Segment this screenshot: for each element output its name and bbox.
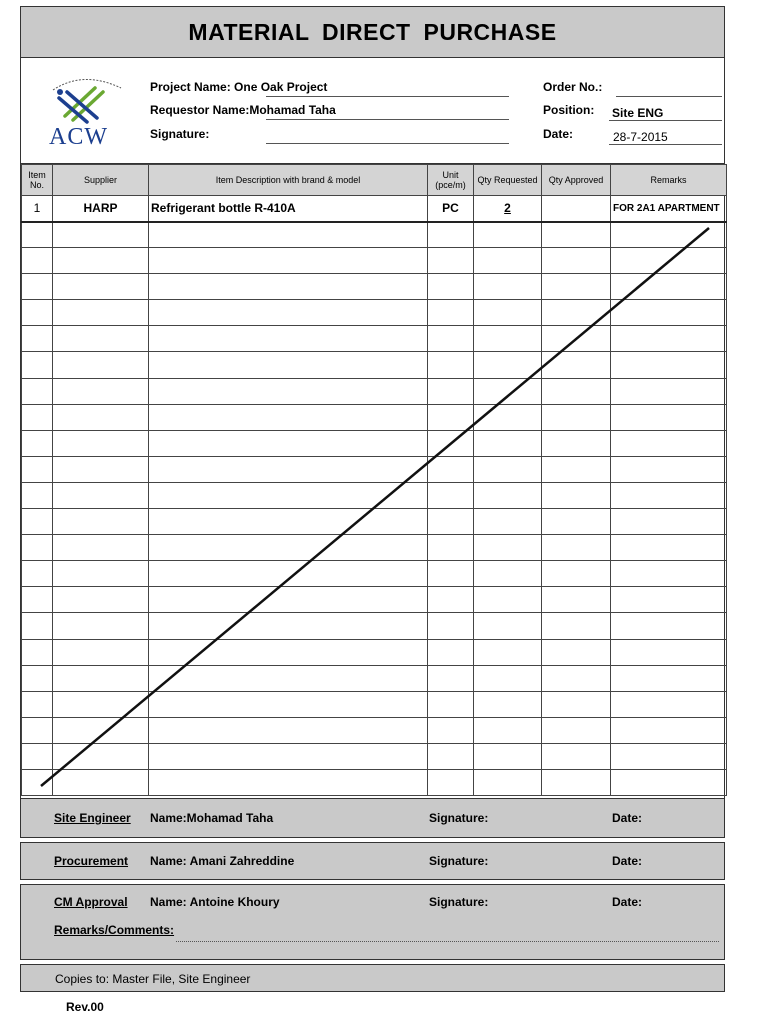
empty-cell[interactable] [428,456,474,482]
empty-cell[interactable] [474,482,542,508]
empty-cell[interactable] [611,378,727,404]
empty-cell[interactable] [22,352,53,378]
remarks-comments-label: Remarks/Comments: [54,923,175,937]
empty-cell[interactable] [22,326,53,352]
empty-cell[interactable] [428,691,474,717]
empty-cell[interactable] [428,248,474,274]
empty-cell[interactable] [428,613,474,639]
table-row [22,196,727,222]
empty-cell[interactable] [611,743,727,769]
empty-cell[interactable] [22,248,53,274]
remarks-comments-line[interactable] [176,941,719,942]
empty-cell[interactable] [474,378,542,404]
empty-cell[interactable] [428,404,474,430]
empty-cell[interactable] [22,404,53,430]
empty-cell[interactable] [474,404,542,430]
project-name-value: One Oak Project [234,80,328,94]
empty-cell[interactable] [149,404,428,430]
empty-cell[interactable] [474,743,542,769]
empty-cell[interactable] [542,456,611,482]
empty-cell[interactable] [53,769,149,795]
empty-cell[interactable] [428,222,474,248]
items-table [21,164,727,796]
empty-cell[interactable] [474,535,542,561]
procurement-name: Name: Amani Zahreddine [150,854,295,868]
empty-cell[interactable] [474,769,542,795]
empty-cell[interactable] [149,352,428,378]
empty-cell[interactable] [53,274,149,300]
col-supplier: Supplier [53,165,149,196]
position-label: Position: [543,103,595,117]
empty-cell[interactable] [542,248,611,274]
empty-cell[interactable] [611,717,727,743]
col-unit: Unit (pce/m) [428,165,474,196]
empty-cell[interactable] [611,769,727,795]
empty-cell[interactable] [611,665,727,691]
empty-cell[interactable] [474,665,542,691]
copies-text: Copies to: Master File, Site Engineer [55,972,251,986]
empty-cell[interactable] [53,482,149,508]
empty-cell[interactable] [611,404,727,430]
position-value: Site ENG [612,106,664,120]
requestor-name-value: Mohamad Taha [249,103,336,117]
empty-cell[interactable] [611,430,727,456]
empty-cell[interactable] [474,561,542,587]
cell-item-no[interactable]: 1 [22,196,53,222]
form-title: MATERIAL DIRECT PURCHASE [188,18,557,45]
empty-cell[interactable] [542,378,611,404]
empty-cell[interactable] [22,743,53,769]
cm-approval-signature: Signature: [429,895,489,909]
table-row-empty [22,691,727,717]
empty-cell[interactable] [428,300,474,326]
cell-qty-requested[interactable]: 2 [474,196,542,222]
empty-cell[interactable] [428,352,474,378]
col-item-no: Item No. [22,165,53,196]
procurement-section [20,842,725,880]
empty-cell[interactable] [149,769,428,795]
empty-cell[interactable] [474,222,542,248]
empty-cell[interactable] [474,509,542,535]
table-row-empty [22,300,727,326]
signature-label: Signature: [150,127,210,141]
empty-cell[interactable] [474,274,542,300]
procurement-signature: Signature: [429,854,489,868]
empty-cell[interactable] [611,248,727,274]
empty-cell[interactable] [53,456,149,482]
empty-cell[interactable] [428,535,474,561]
table-header-row [22,165,727,196]
signature-line[interactable] [266,143,509,144]
acw-logo [43,68,133,148]
table-row-empty [22,248,727,274]
empty-cell[interactable] [149,691,428,717]
date-line [609,144,722,145]
empty-cell[interactable] [474,430,542,456]
empty-cell[interactable] [149,639,428,665]
site-engineer-name: Name:Mohamad Taha [150,811,274,825]
empty-cell[interactable] [53,535,149,561]
empty-cell[interactable] [22,482,53,508]
logo-text: ACW [49,124,108,150]
empty-cell[interactable] [149,274,428,300]
requestor-name-label: Requestor Name:Mohamad Taha [150,103,336,117]
empty-cell[interactable] [428,482,474,508]
empty-cell[interactable] [474,717,542,743]
revision-label: Rev.00 [66,1000,104,1014]
empty-cell[interactable] [611,691,727,717]
empty-cell[interactable] [53,665,149,691]
empty-cell[interactable] [22,691,53,717]
empty-cell[interactable] [428,326,474,352]
empty-cell[interactable] [22,430,53,456]
position-line [609,120,722,121]
site-engineer-signature: Signature: [429,811,489,825]
empty-cell[interactable] [542,691,611,717]
empty-cell[interactable] [53,326,149,352]
empty-cell[interactable] [542,743,611,769]
empty-cell[interactable] [149,665,428,691]
empty-cell[interactable] [542,482,611,508]
empty-cell[interactable] [542,639,611,665]
table-row-empty [22,222,727,248]
empty-cell[interactable] [53,352,149,378]
cm-approval-section [20,884,725,960]
empty-cell[interactable] [53,300,149,326]
table-row-empty [22,561,727,587]
table-row-empty [22,717,727,743]
empty-cell[interactable] [22,639,53,665]
empty-cell[interactable] [542,613,611,639]
empty-cell[interactable] [474,587,542,613]
empty-cell[interactable] [428,561,474,587]
empty-cell[interactable] [611,613,727,639]
empty-cell[interactable] [53,430,149,456]
table-row-empty [22,769,727,795]
cm-approval-date: Date: [612,895,643,909]
table-row-empty [22,326,727,352]
empty-cell[interactable] [53,587,149,613]
form-title-bar [20,6,725,58]
empty-cell[interactable] [53,404,149,430]
empty-cell[interactable] [474,300,542,326]
empty-cell[interactable] [149,326,428,352]
empty-cell[interactable] [53,509,149,535]
empty-cell[interactable] [149,248,428,274]
empty-cell[interactable] [474,691,542,717]
empty-cell[interactable] [53,743,149,769]
empty-cell[interactable] [542,430,611,456]
empty-cell[interactable] [611,561,727,587]
empty-cell[interactable] [53,561,149,587]
empty-cell[interactable] [428,717,474,743]
empty-cell[interactable] [428,743,474,769]
empty-cell[interactable] [428,587,474,613]
empty-cell[interactable] [542,587,611,613]
date-label: Date: [543,127,574,141]
site-engineer-date: Date: [612,811,643,825]
empty-cell[interactable] [149,561,428,587]
cell-qty-approved[interactable] [542,196,611,222]
col-description: Item Description with brand & model [149,165,428,196]
empty-cell[interactable] [428,509,474,535]
cell-supplier[interactable]: HARP [53,196,149,222]
empty-cell[interactable] [149,300,428,326]
empty-cell[interactable] [149,509,428,535]
empty-cell[interactable] [22,665,53,691]
cell-unit[interactable]: PC [428,196,474,222]
table-row-empty [22,639,727,665]
empty-cell[interactable] [611,274,727,300]
empty-cell[interactable] [542,326,611,352]
empty-cell[interactable] [22,456,53,482]
empty-cell[interactable] [22,535,53,561]
empty-cell[interactable] [474,352,542,378]
table-row-empty [22,509,727,535]
empty-cell[interactable] [611,639,727,665]
empty-cell[interactable] [542,352,611,378]
table-row-empty [22,665,727,691]
empty-cell[interactable] [542,561,611,587]
empty-cell[interactable] [149,378,428,404]
empty-cell[interactable] [611,535,727,561]
empty-cell[interactable] [474,613,542,639]
table-row-empty [22,743,727,769]
empty-cell[interactable] [53,222,149,248]
table-row-empty [22,482,727,508]
empty-cell[interactable] [428,274,474,300]
empty-cell[interactable] [428,769,474,795]
empty-cell[interactable] [428,639,474,665]
empty-cell[interactable] [611,352,727,378]
empty-cell[interactable] [428,378,474,404]
empty-cell[interactable] [149,456,428,482]
table-row-empty [22,587,727,613]
procurement-role: Procurement [54,854,129,868]
header-section [20,57,725,165]
table-row-empty [22,404,727,430]
empty-cell[interactable] [611,456,727,482]
empty-cell[interactable] [474,248,542,274]
empty-cell[interactable] [53,613,149,639]
cell-description[interactable]: Refrigerant bottle R-410A [149,196,428,222]
table-row-empty [22,613,727,639]
items-table-container [20,163,725,799]
table-row-empty [22,378,727,404]
empty-cell[interactable] [542,769,611,795]
cell-remarks[interactable]: FOR 2A1 APARTMENT [611,196,727,222]
empty-cell[interactable] [611,509,727,535]
empty-cell[interactable] [542,509,611,535]
col-remarks: Remarks [611,165,727,196]
project-name-label: Project Name: One Oak Project [150,80,328,94]
empty-cell[interactable] [53,248,149,274]
cm-approval-name: Name: Antoine Khoury [150,895,280,909]
empty-cell[interactable] [149,222,428,248]
empty-cell[interactable] [542,665,611,691]
col-qty-approved: Qty Approved [542,165,611,196]
empty-cell[interactable] [22,274,53,300]
empty-cell[interactable] [149,587,428,613]
empty-cell[interactable] [22,561,53,587]
empty-cell[interactable] [53,378,149,404]
project-name-line [266,96,509,97]
table-row-empty [22,456,727,482]
empty-cell[interactable] [149,717,428,743]
order-no-line[interactable] [616,96,722,97]
empty-cell[interactable] [22,378,53,404]
empty-cell[interactable] [428,430,474,456]
empty-cell[interactable] [474,326,542,352]
empty-cell[interactable] [611,222,727,248]
empty-cell[interactable] [474,456,542,482]
empty-cell[interactable] [53,639,149,665]
empty-cell[interactable] [22,300,53,326]
empty-cell[interactable] [53,717,149,743]
empty-cell[interactable] [542,274,611,300]
cm-approval-role: CM Approval [54,895,128,909]
empty-cell[interactable] [149,430,428,456]
empty-cell[interactable] [22,587,53,613]
requestor-name-line [266,119,509,120]
empty-cell[interactable] [149,743,428,769]
empty-cell[interactable] [542,300,611,326]
table-row-empty [22,430,727,456]
empty-cell[interactable] [542,535,611,561]
empty-cell[interactable] [611,326,727,352]
empty-cell[interactable] [611,482,727,508]
empty-cell[interactable] [542,222,611,248]
empty-cell[interactable] [53,691,149,717]
table-row-empty [22,352,727,378]
empty-cell[interactable] [22,222,53,248]
order-no-label: Order No.: [543,80,603,94]
empty-cell[interactable] [428,665,474,691]
empty-cell[interactable] [22,613,53,639]
date-value: 28-7-2015 [613,130,668,144]
empty-cell[interactable] [149,613,428,639]
empty-cell[interactable] [611,587,727,613]
empty-cell[interactable] [542,404,611,430]
site-engineer-role: Site Engineer [54,811,131,825]
copies-section [20,964,725,992]
empty-cell[interactable] [542,717,611,743]
table-row-empty [22,535,727,561]
procurement-date: Date: [612,854,643,868]
empty-cell[interactable] [149,482,428,508]
empty-cell[interactable] [22,509,53,535]
empty-cell[interactable] [149,535,428,561]
col-qty-requested: Qty Requested [474,165,542,196]
empty-cell[interactable] [22,717,53,743]
empty-cell[interactable] [474,639,542,665]
empty-cell[interactable] [22,769,53,795]
empty-cell[interactable] [611,300,727,326]
site-engineer-section [20,798,725,838]
table-row-empty [22,274,727,300]
